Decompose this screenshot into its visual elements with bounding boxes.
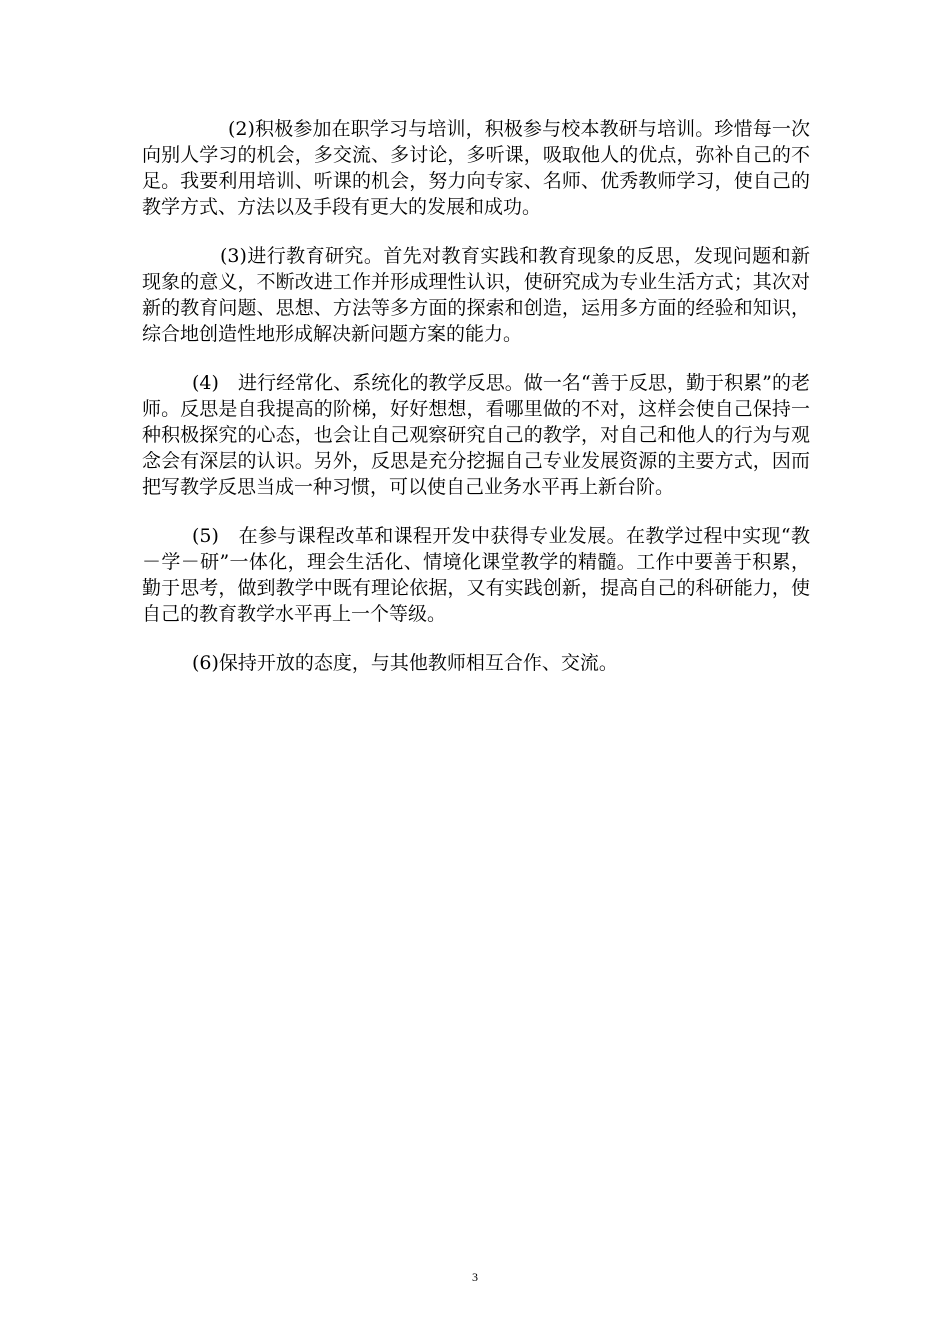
paragraph-item-2: (2)积极参加在职学习与培训，积极参与校本教研与培训。珍惜每一次向别人学习的机会，多交流、多讨论，多听课，吸取他人的优点，弥补自己的不足。我要利用培训、听课的机会，努力向专家、名师、优秀教师学习，使自己的教学方式、方法以及手段有更大的发展和成功。 (142, 118, 810, 218)
paragraph-item-5: (5) 在参与课程改革和课程开发中获得专业发展。在教学过程中实现“教－学－研”一体化，理会生活化、情境化课堂教学的精髓。工作中要善于积累，勤于思考，做到教学中既有理论依据，又有实践创新，提高自己的科研能力，使自己的教育教学水平再上一个等级。 (142, 525, 810, 625)
document-body (142, 116, 810, 699)
page-number: 3 (472, 1270, 478, 1284)
paragraph-item-6: (6)保持开放的态度，与其他教师相互合作、交流。 (192, 652, 618, 674)
paragraph-item-4: (4) 进行经常化、系统化的教学反思。做一名“善于反思，勤于积累”的老师。反思是自我提高的阶梯，好好想想，看哪里做的不对，这样会使自己保持一种积极探究的心态，也会让自己观察研究自己的教学，对自己和他人的行为与观念会有深层的认识。另外，反思是充分挖掘自己专业发展资源的主要方式，因而把写教学反思当成一种习惯，可以使自己业务水平再上新台阶。 (142, 372, 810, 498)
paragraph-item-3: (3)进行教育研究。首先对教育实践和教育现象的反思，发现问题和新现象的意义，不断改进工作并形成理性认识，使研究成为专业生活方式；其次对新的教育问题、思想、方法等多方面的探索和创造，运用多方面的经验和知识，综合地创造性地形成解决新问题方案的能力。 (142, 245, 810, 345)
